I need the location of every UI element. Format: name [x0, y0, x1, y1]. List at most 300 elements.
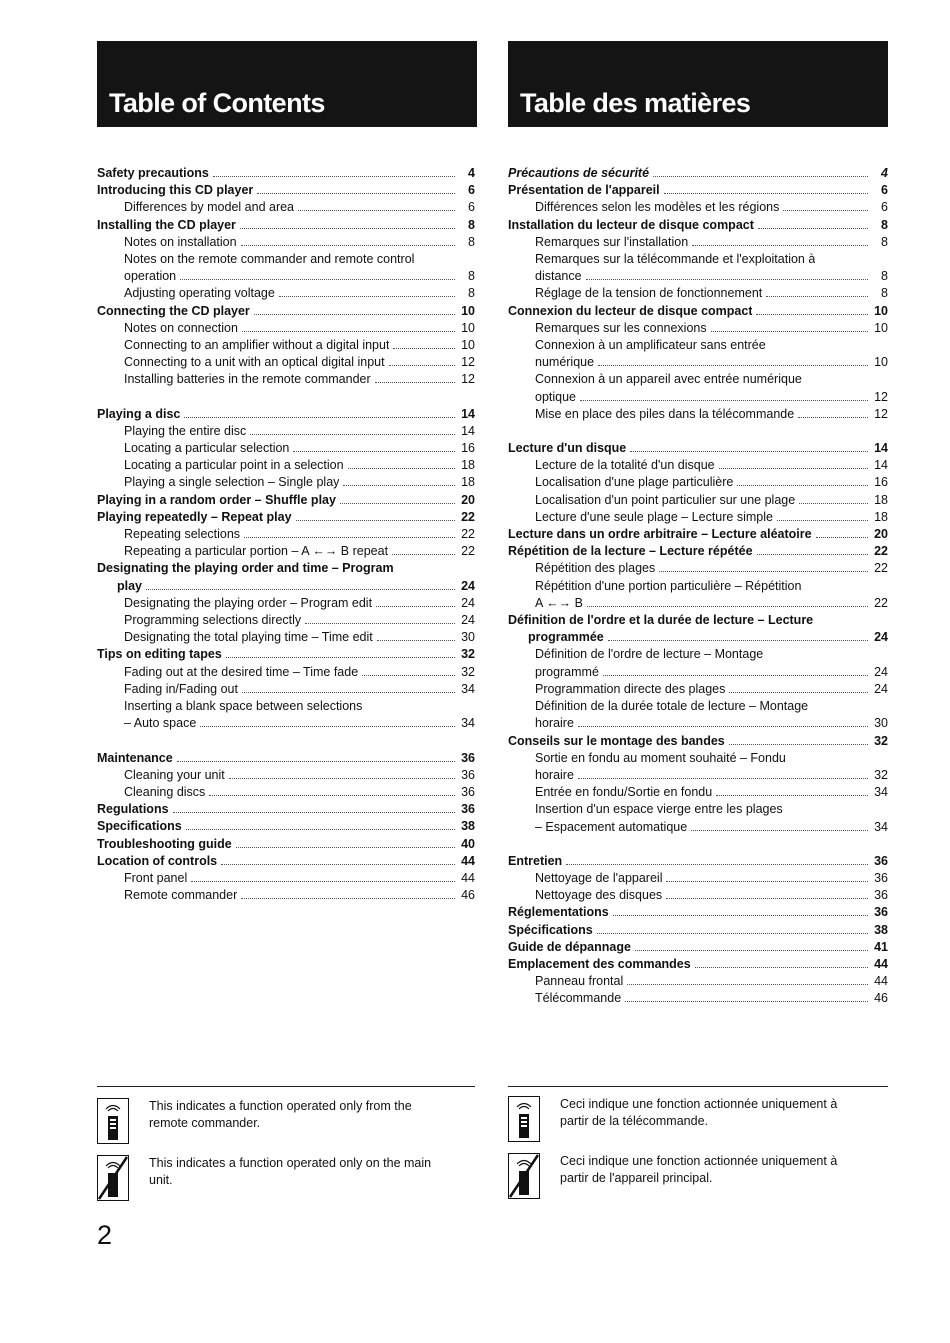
divider: [97, 1086, 475, 1087]
dot-leader: [240, 218, 455, 229]
toc-page-number: 14: [874, 441, 888, 456]
toc-french: [508, 165, 888, 1008]
toc-page-number: 22: [874, 561, 888, 576]
toc-page-number: 8: [881, 286, 888, 301]
toc-page-number: 36: [874, 888, 888, 903]
toc-entry-title: play: [117, 578, 143, 593]
dot-leader: [716, 785, 868, 796]
dot-leader: [279, 286, 455, 297]
toc-subentry: [508, 664, 888, 681]
toc-subentry: [97, 423, 475, 440]
toc-subentry: [508, 767, 888, 784]
toc-subentry: [508, 784, 888, 801]
toc-page-number: 24: [461, 578, 475, 593]
dot-leader: [664, 183, 868, 194]
toc-page-number: 8: [468, 286, 475, 301]
toc-entry-title: Connecting to a unit with an optical digital input: [124, 355, 385, 370]
toc-subentry: [508, 595, 888, 612]
toc-entry-title: Cleaning discs: [124, 784, 206, 799]
toc-page-number: 32: [461, 647, 475, 662]
toc-page-number: 30: [461, 630, 475, 645]
toc-entry-title: Guide de dépannage: [508, 939, 631, 954]
toc-subentry: [97, 698, 475, 715]
toc-entry-title: Connexion à un appareil avec entrée numérique: [535, 372, 802, 387]
toc-page-number: 8: [881, 234, 888, 249]
dot-leader: [578, 716, 868, 727]
dot-leader: [757, 544, 868, 555]
toc-entry-title: Designating the total playing time – Time edit: [124, 630, 373, 645]
dot-leader: [348, 458, 455, 469]
toc-page-number: 18: [461, 458, 475, 473]
dot-leader: [635, 940, 868, 951]
toc-entry-title: Connexion à un amplificateur sans entrée: [535, 338, 766, 353]
toc-entry-title: Répétition d'une portion particulière – Répétition: [535, 578, 802, 593]
toc-page-number: 8: [881, 217, 888, 232]
toc-subentry: [97, 285, 475, 302]
toc-entry-title: Connecting the CD player: [97, 303, 250, 318]
toc-entry: [97, 578, 475, 595]
dot-leader: [777, 510, 868, 521]
toc-subentry: [508, 406, 888, 423]
toc-entry-title: Nettoyage de l'appareil: [535, 870, 663, 885]
dot-leader: [254, 304, 455, 315]
toc-entry-title: Locating a particular point in a selection: [124, 458, 344, 473]
toc-entry: [97, 801, 475, 818]
remote-icon: [508, 1096, 540, 1142]
toc-entry: [508, 612, 888, 629]
dot-leader: [305, 613, 455, 624]
toc-entry-title: Répétition de la lecture – Lecture répétée: [508, 544, 753, 559]
dot-leader: [343, 475, 455, 486]
toc-entry: [97, 406, 475, 423]
toc-entry-title: Entretien: [508, 853, 563, 868]
dot-leader: [244, 527, 455, 538]
toc-page-number: 24: [461, 595, 475, 610]
toc-entry-title: Définition de la durée totale de lecture – Montage: [535, 699, 809, 714]
toc-entry-title: – Espacement automatique: [535, 819, 688, 834]
toc-page-number: 6: [881, 200, 888, 215]
toc-subentry: [508, 819, 888, 836]
dot-leader: [393, 338, 455, 349]
toc-entry-title: Specifications: [97, 819, 182, 834]
dot-leader: [586, 269, 868, 280]
dot-leader: [376, 596, 455, 607]
dot-leader: [666, 888, 868, 899]
dot-leader: [298, 200, 455, 211]
toc-page-number: 6: [881, 183, 888, 198]
page-number: 2: [97, 1220, 113, 1250]
dot-leader: [241, 235, 455, 246]
toc-page-number: 36: [874, 870, 888, 885]
toc-entry: [508, 526, 888, 543]
toc-entry-title: Fading out at the desired time – Time fade: [124, 664, 359, 679]
toc-entry-title: Repeating selections: [124, 527, 241, 542]
toc-entry: [508, 939, 888, 956]
toc-subentry: [97, 199, 475, 216]
toc-subentry: [97, 440, 475, 457]
toc-subentry: [97, 612, 475, 629]
main-unit-only-icon: [508, 1153, 540, 1199]
toc-page-number: 24: [874, 664, 888, 679]
note-text: Ceci indique une fonction actionnée uniquement à partir de l'appareil principal.: [560, 1154, 838, 1185]
toc-page-number: 22: [461, 544, 475, 559]
toc-entry: [97, 750, 475, 767]
dot-leader: [711, 321, 868, 332]
toc-page-number: 36: [874, 853, 888, 868]
toc-entry-title: Adjusting operating voltage: [124, 286, 275, 301]
dot-leader: [389, 355, 455, 366]
toc-page-number: 20: [461, 492, 475, 507]
dot-leader: [146, 579, 455, 590]
toc-page-number: 14: [874, 458, 888, 473]
header-english: [97, 41, 477, 127]
dot-leader: [691, 820, 868, 831]
dot-leader: [580, 390, 868, 401]
toc-page-number: 14: [461, 423, 475, 438]
toc-subentry: [508, 199, 888, 216]
toc-page-number: 14: [461, 406, 475, 421]
dot-leader: [177, 751, 455, 762]
toc-page-number: 32: [461, 664, 475, 679]
toc-page-number: 8: [881, 269, 888, 284]
toc-page-number: 46: [461, 888, 475, 903]
dot-leader: [257, 183, 455, 194]
dot-leader: [758, 218, 868, 229]
dot-leader: [209, 785, 455, 796]
toc-entry-title: Notes on installation: [124, 234, 237, 249]
toc-page-number: 36: [461, 750, 475, 765]
toc-entry-title: horaire: [535, 767, 574, 782]
toc-entry-title: programmé: [535, 664, 599, 679]
toc-page-number: 18: [874, 492, 888, 507]
toc-entry-title: Notes on the remote commander and remote control: [124, 252, 415, 267]
dot-leader: [293, 441, 455, 452]
dot-leader: [242, 682, 455, 693]
toc-page-number: 38: [461, 819, 475, 834]
toc-subentry: [97, 664, 475, 681]
toc-entry: [508, 165, 888, 182]
dot-leader: [377, 630, 455, 641]
toc-subentry: [508, 337, 888, 354]
toc-page-number: 36: [461, 767, 475, 782]
toc-subentry: [97, 629, 475, 646]
toc-page-number: 34: [461, 681, 475, 696]
dot-leader: [603, 665, 868, 676]
toc-subentry: [508, 750, 888, 767]
toc-subentry: [508, 457, 888, 474]
dot-leader: [173, 802, 455, 813]
toc-entry-title: Remarques sur l'installation: [535, 234, 689, 249]
toc-page-number: 24: [874, 681, 888, 696]
toc-entry-title: programmée: [528, 630, 604, 645]
toc-page-number: 44: [461, 853, 475, 868]
toc-entry-title: Lecture d'un disque: [508, 441, 627, 456]
toc-entry-title: Localisation d'un point particulier sur une plage: [535, 492, 796, 507]
toc-entry-title: Troubleshooting guide: [97, 836, 232, 851]
toc-subentry: [508, 251, 888, 268]
toc-subentry: [508, 560, 888, 577]
dot-leader: [236, 837, 455, 848]
dot-leader: [587, 596, 868, 607]
dot-leader: [375, 372, 455, 383]
toc-subentry: [508, 698, 888, 715]
toc-subentry: [508, 474, 888, 491]
toc-entry-title: Playing a single selection – Single play: [124, 475, 340, 490]
toc-entry-title: Fading in/Fading out: [124, 681, 238, 696]
toc-entry-title: Maintenance: [97, 750, 173, 765]
toc-page-number: 22: [461, 509, 475, 524]
dot-leader: [799, 493, 868, 504]
dot-leader: [653, 166, 868, 177]
toc-page-number: 32: [874, 767, 888, 782]
toc-entry-title: Programming selections directly: [124, 613, 302, 628]
dot-leader: [659, 561, 868, 572]
toc-page-number: 22: [874, 595, 888, 610]
note-text: Ceci indique une fonction actionnée uniquement à partir de la télécommande.: [560, 1097, 838, 1128]
note-remote-only-french: [508, 1096, 860, 1142]
divider: [508, 1086, 888, 1087]
toc-subentry: [508, 354, 888, 371]
toc-entry: [508, 904, 888, 921]
toc-entry: [508, 629, 888, 646]
toc-subentry: [97, 457, 475, 474]
toc-page-number: 36: [461, 802, 475, 817]
toc-entry-title: Repeating a particular portion – A ←→ B repeat: [124, 544, 389, 559]
toc-entry: [97, 509, 475, 526]
dot-leader: [200, 716, 455, 727]
toc-entry-title: Conseils sur le montage des bandes: [508, 733, 725, 748]
toc-entry-title: Playing repeatedly – Repeat play: [97, 509, 292, 524]
toc-page-number: 36: [874, 905, 888, 920]
toc-page-number: 22: [461, 527, 475, 542]
dot-leader: [362, 665, 455, 676]
dot-leader: [340, 493, 455, 504]
toc-page-number: 10: [461, 320, 475, 335]
toc-subentry: [97, 354, 475, 371]
toc-page-number: 46: [874, 991, 888, 1006]
toc-page-number: 34: [874, 785, 888, 800]
dot-leader: [737, 475, 868, 486]
toc-subentry: [97, 870, 475, 887]
toc-page-number: 24: [874, 630, 888, 645]
dot-leader: [296, 510, 455, 521]
toc-page-number: 44: [874, 974, 888, 989]
dot-leader: [729, 682, 868, 693]
toc-page-number: 10: [874, 320, 888, 335]
toc-entry-title: Nettoyage des disques: [535, 888, 663, 903]
toc-entry: [97, 560, 475, 577]
toc-subentry: [508, 578, 888, 595]
toc-entry-title: Emplacement des commandes: [508, 956, 691, 971]
toc-entry-title: Localisation d'une plage particulière: [535, 475, 734, 490]
toc-entry-title: Installing the CD player: [97, 217, 236, 232]
toc-entry-title: Lecture d'une seule plage – Lecture simple: [535, 509, 773, 524]
toc-page-number: 8: [468, 217, 475, 232]
toc-page-number: 36: [461, 784, 475, 799]
dot-leader: [608, 630, 868, 641]
toc-subentry: [97, 320, 475, 337]
toc-entry-title: A ←→ B: [535, 595, 583, 610]
toc-page-number: 16: [874, 475, 888, 490]
toc-entry: [508, 956, 888, 973]
toc-page-number: 4: [468, 166, 475, 180]
toc-entry-title: Précautions de sécurité: [508, 166, 650, 180]
toc-page-number: 8: [468, 234, 475, 249]
toc-entry-title: Differences by model and area: [124, 200, 295, 215]
toc-entry-title: Lecture de la totalité d'un disque: [535, 458, 715, 473]
dot-leader: [666, 871, 868, 882]
dot-leader: [180, 269, 455, 280]
toc-entry-title: Mise en place des piles dans la télécommande: [535, 406, 795, 421]
toc-page-number: 4: [881, 166, 888, 180]
dot-leader: [625, 991, 868, 1002]
toc-subentry: [508, 973, 888, 990]
dot-leader: [213, 166, 455, 177]
toc-page-number: 24: [461, 613, 475, 628]
toc-page-number: 12: [874, 389, 888, 404]
toc-entry: [97, 165, 475, 182]
toc-subentry: [97, 474, 475, 491]
note-text: This indicates a function operated only on the main unit.: [149, 1156, 432, 1187]
dot-leader: [719, 458, 868, 469]
toc-entry-title: Programmation directe des plages: [535, 681, 726, 696]
toc-subentry: [97, 234, 475, 251]
toc-entry-title: Lecture dans un ordre arbitraire – Lecture aléatoire: [508, 527, 812, 542]
toc-entry: [97, 182, 475, 199]
dot-leader: [186, 819, 455, 830]
toc-subentry: [508, 285, 888, 302]
toc-subentry: [97, 887, 475, 904]
toc-subentry: [97, 595, 475, 612]
toc-entry: [508, 543, 888, 560]
toc-subentry: [508, 990, 888, 1007]
toc-subentry: [97, 526, 475, 543]
dot-leader: [692, 235, 868, 246]
toc-page-number: 10: [461, 338, 475, 353]
dot-leader: [798, 407, 868, 418]
toc-page-number: 34: [461, 716, 475, 731]
toc-subentry: [508, 371, 888, 388]
toc-entry-title: Installation du lecteur de disque compact: [508, 217, 754, 232]
main-unit-only-icon: [97, 1155, 129, 1201]
toc-entry-title: Insertion d'un espace vierge entre les plages: [535, 802, 783, 817]
note-main-unit-only: [97, 1155, 449, 1201]
toc-entry-title: Connexion du lecteur de disque compact: [508, 303, 753, 318]
toc-entry-title: Designating the playing order – Program edit: [124, 595, 373, 610]
toc-entry-title: Sortie en fondu au moment souhaité – Fondu: [535, 750, 786, 765]
toc-subentry: [508, 870, 888, 887]
toc-subentry: [508, 509, 888, 526]
toc-subentry: [508, 234, 888, 251]
toc-page-number: 12: [461, 355, 475, 370]
toc-subentry: [508, 646, 888, 663]
page-title-french: Table des matières: [520, 88, 751, 118]
dot-leader: [627, 974, 868, 985]
toc-page-number: 6: [468, 200, 475, 215]
toc-entry-title: operation: [124, 269, 177, 284]
toc-entry: [508, 217, 888, 234]
toc-page-number: 32: [874, 733, 888, 748]
toc-entry-title: Locating a particular selection: [124, 441, 290, 456]
toc-page-number: 18: [461, 475, 475, 490]
toc-entry-title: Télécommande: [535, 991, 622, 1006]
toc-page-number: 38: [874, 922, 888, 937]
toc-subentry: [97, 715, 475, 732]
toc-subentry: [508, 715, 888, 732]
toc-entry: [97, 303, 475, 320]
toc-entry-title: Entrée en fondu/Sortie en fondu: [535, 785, 713, 800]
toc-entry-title: Tips on editing tapes: [97, 647, 222, 662]
dot-leader: [598, 355, 868, 366]
page-title: Table of Contents: [109, 88, 325, 118]
toc-entry-title: distance: [535, 269, 582, 284]
toc-subentry: [97, 767, 475, 784]
toc-subentry: [508, 492, 888, 509]
dot-leader: [392, 544, 455, 555]
dot-leader: [242, 321, 455, 332]
toc-subentry: [508, 389, 888, 406]
dot-leader: [229, 768, 455, 779]
toc-entry-title: Définition de l'ordre de lecture – Montage: [535, 647, 764, 662]
dot-leader: [816, 527, 868, 538]
toc-page-number: 41: [874, 939, 888, 954]
toc-entry: [97, 836, 475, 853]
toc-entry-title: Location of controls: [97, 853, 218, 868]
toc-subentry: [97, 681, 475, 698]
toc-entry-title: Front panel: [124, 870, 188, 885]
toc-subentry: [97, 337, 475, 354]
toc-entry-title: optique: [535, 389, 577, 404]
toc-page-number: 20: [874, 527, 888, 542]
dot-leader: [630, 441, 868, 452]
toc-entry-title: Installing batteries in the remote commander: [124, 372, 371, 387]
dot-leader: [783, 200, 868, 211]
toc-entry: [508, 733, 888, 750]
toc-page-number: 10: [874, 303, 888, 318]
dot-leader: [226, 647, 455, 658]
dot-leader: [578, 768, 868, 779]
toc-page-number: 34: [874, 819, 888, 834]
toc-entry-title: numérique: [535, 355, 595, 370]
dot-leader: [566, 854, 868, 865]
toc-page-number: 30: [874, 716, 888, 731]
toc-entry-title: Playing the entire disc: [124, 423, 247, 438]
toc-entry-title: Remarques sur la télécommande et l'exploitation à: [535, 252, 816, 267]
toc-entry-title: – Auto space: [124, 716, 197, 731]
dot-leader: [695, 957, 868, 968]
dot-leader: [729, 734, 868, 745]
dot-leader: [613, 905, 868, 916]
toc-page-number: 12: [461, 372, 475, 387]
toc-entry: [508, 182, 888, 199]
toc-page-number: 44: [874, 956, 888, 971]
toc-entry-title: Inserting a blank space between selections: [124, 699, 363, 714]
toc-page-number: 44: [461, 870, 475, 885]
dot-leader: [184, 407, 455, 418]
toc-page-number: 22: [874, 544, 888, 559]
toc-page-number: 10: [874, 355, 888, 370]
toc-entry-title: Regulations: [97, 802, 169, 817]
toc-entry-title: Connecting to an amplifier without a digital input: [124, 338, 390, 353]
toc-entry-title: Présentation de l'appareil: [508, 183, 660, 198]
toc-subentry: [508, 887, 888, 904]
toc-page-number: 10: [461, 303, 475, 318]
toc-entry-title: Notes on connection: [124, 320, 238, 335]
toc-entry: [97, 818, 475, 835]
note-text: This indicates a function operated only from the remote commander.: [149, 1099, 412, 1130]
dot-leader: [766, 286, 868, 297]
toc-entry-title: Remarques sur les connexions: [535, 320, 707, 335]
